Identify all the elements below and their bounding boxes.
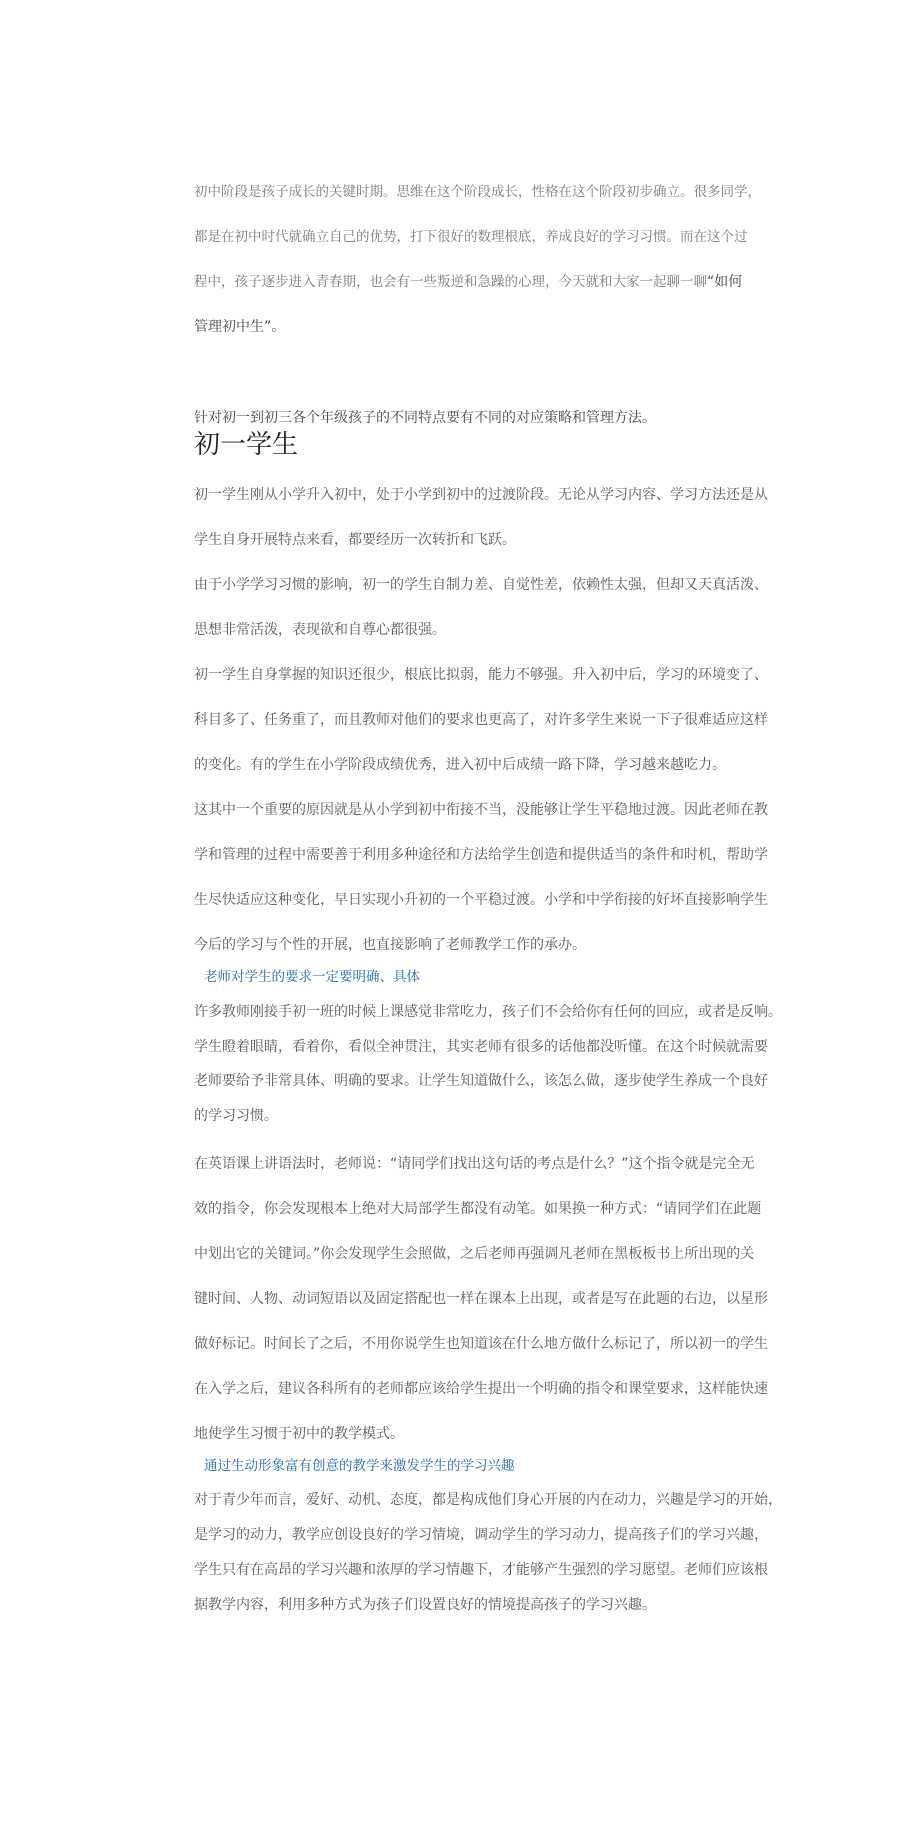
paragraph-line: 这其中一个重要的原因就是从小学到初中衔接不当，没能够让学生平稳地过渡。因此老师在教 <box>194 802 768 818</box>
paragraph <box>194 788 768 968</box>
paragraph-line: 在英语课上讲语法时，老师说：“请同学们找出这句话的考点是什么？”这个指令就是完全无 <box>194 1156 755 1172</box>
paragraph <box>194 1483 782 1623</box>
paragraph-line: 由于小学学习习惯的影响，初一的学生自制力差、自觉性差，依赖性太强，但却又天真活泼、 <box>194 577 768 593</box>
paragraph-line: 对于青少年而言，爱好、动机、态度，都是构成他们身心开展的内在动力，兴趣是学习的开始， <box>194 1491 782 1508</box>
section-heading: 初一学生 <box>194 430 299 460</box>
intro-paragraph <box>194 170 761 350</box>
paragraph <box>194 473 768 563</box>
intro-line: 都是在初中时代就确立自己的优势，打下很好的数理根底，养成良好的学习习惯。而在这个过 <box>194 228 748 245</box>
paragraph-line: 许多教师刚接手初一班的时候上课感觉非常吃力，孩子们不会给你有任何的回应，或者是反响。 <box>194 1004 782 1020</box>
paragraph-line: 做好标记。时间长了之后，不用你说学生也知道该在什么地方做什么标记了，所以初一的学生 <box>194 1336 768 1352</box>
subheading-requirements: 老师对学生的要求一定要明确、具体 <box>204 969 420 985</box>
paragraph-line: 老师要给予非常具体、明确的要求。让学生知道做什么，该怎么做，逐步使学生养成一个良好 <box>194 1073 768 1089</box>
paragraph-line: 地使学生习惯于初中的教学模式。 <box>194 1426 404 1442</box>
paragraph-line: 键时间、人物、动词短语以及固定搭配也一样在课本上出现，或者是写在此题的右边，以星形 <box>194 1291 768 1307</box>
paragraph <box>194 1142 768 1457</box>
intro-line: 初中阶段是孩子成长的关键时期。思维在这个阶段成长，性格在这个阶段初步确立。很多同学， <box>194 183 761 200</box>
paragraph-line: 生尽快适应这种变化，早日实现小升初的一个平稳过渡。小学和中学衔接的好坏直接影响学生 <box>194 892 768 908</box>
paragraph-line: 中划出它的关键词。”你会发现学生会照做，之后老师再强调凡老师在黑板板书上所出现的关 <box>194 1246 755 1262</box>
paragraph-line: 初一学生自身掌握的知识还很少，根底比拟弱，能力不够强。升入初中后，学习的环境变了、 <box>194 667 768 683</box>
intro-line: 管理初中生”。 <box>194 318 286 335</box>
paragraph-line: 是学习的动力，教学应创设良好的学习情境，调动学生的学习动力，提高孩子们的学习兴趣， <box>194 1526 768 1543</box>
subheading-interest: 通过生动形象富有创意的教学来激发学生的学习兴趣 <box>204 1458 515 1474</box>
section1-body <box>194 473 768 968</box>
intro-line <box>194 260 743 305</box>
paragraph-line: 今后的学习与个性的开展，也直接影响了老师教学工作的承办。 <box>194 937 586 953</box>
paragraph-line: 的学习习惯。 <box>194 1107 278 1124</box>
paragraph-line: 初一学生刚从小学升入初中，处于小学到初中的过渡阶段。无论从学习内容、学习方法还是从 <box>194 487 768 503</box>
paragraph-line: 效的指令，你会发现根本上绝对大局部学生都没有动笔。如果换一种方式：“请同学们在此题 <box>194 1201 762 1217</box>
paragraph-line: 在入学之后，建议各科所有的老师都应该给学生提出一个明确的指令和课堂要求，这样能快速 <box>194 1381 768 1397</box>
paragraph-line: 学生自身开展特点来看，都要经历一次转折和飞跃。 <box>194 532 516 548</box>
paragraph-line: 据教学内容，利用多种方式为孩子们设置良好的情境提高孩子的学习兴趣。 <box>194 1596 656 1613</box>
intro-quote-start: “如何 <box>707 273 743 290</box>
paragraph-line: 思想非常活泼，表现欲和自尊心都很强。 <box>194 622 446 638</box>
paragraph-line: 科目多了、任务重了，而且教师对他们的要求也更高了，对许多学生来说一下子很难适应这样 <box>194 712 768 728</box>
paragraph-line: 学和管理的过程中需要善于利用多种途径和方法给学生创造和提供适当的条件和时机，帮助学 <box>194 847 768 863</box>
paragraph-line: 学生只有在高昂的学习兴趣和浓厚的学习情趣下，才能够产生强烈的学习愿望。老师们应该根 <box>194 1561 768 1578</box>
article <box>194 0 782 1623</box>
paragraph-line: 学生瞪着眼睛，看着你，看似全神贯注，其实老师有很多的话他都没听懂。在这个时候就需要 <box>194 1038 768 1055</box>
paragraph <box>194 563 768 653</box>
intro-line-text: 程中，孩子逐步进入青春期，也会有一些叛逆和急躁的心理，今天就和大家一起聊一聊 <box>194 273 707 290</box>
paragraph <box>194 653 768 788</box>
lead-sentence: 针对初一到初三各个年级孩子的不同特点要有不同的对应策略和管理方法。 <box>194 410 656 426</box>
paragraph <box>194 995 782 1133</box>
paragraph-line: 的变化。有的学生在小学阶段成绩优秀，进入初中后成绩一路下降，学习越来越吃力。 <box>194 757 726 773</box>
